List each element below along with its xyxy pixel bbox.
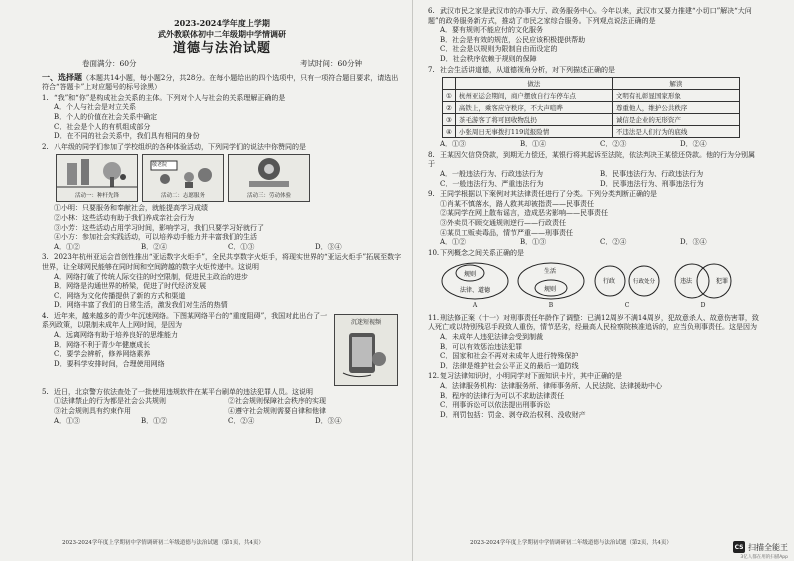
diagram-label: 行政处分 bbox=[633, 279, 656, 286]
table-row bbox=[443, 90, 740, 102]
option: D．社会秩序依赖于规则的保障 bbox=[440, 54, 537, 63]
option: ①法律禁止的行为都是社会公共规则 bbox=[54, 397, 166, 406]
question-number: 9. bbox=[428, 190, 435, 199]
question-6 bbox=[428, 7, 760, 65]
overlapping-circle-diagram bbox=[668, 261, 738, 301]
option: A．法律服务机构：法律服务所、律师事务所、人民法院、法律援助中心 bbox=[440, 382, 663, 391]
score-label: 卷面满分：60分 bbox=[82, 59, 137, 68]
table-cell: 诚信是企业的无形资产 bbox=[612, 114, 739, 126]
option: D．网络丰富了我们的日常生活，激发我们对生活的热情 bbox=[54, 301, 228, 310]
option: B．网络是沟通世界的桥梁，促进了时代经济发展 bbox=[54, 282, 207, 291]
diagram-b bbox=[516, 261, 586, 311]
question-stem: 刑法修正案（十一）对刑事责任年龄作了调整：已满12周岁不满14周岁，犯故意杀人、故意伤害罪，致人死亡或以特别残忍手段致人重伤，情节恶劣，经最高人民检察院核准追诉的，应当负刑事责任。这是因为 bbox=[428, 313, 759, 332]
question-number: 4. bbox=[42, 311, 49, 320]
choice: A．①③ bbox=[54, 416, 81, 425]
choice: D．③④ bbox=[315, 242, 342, 251]
activity-panel-2 bbox=[142, 154, 224, 202]
diagram-c bbox=[592, 261, 662, 311]
option: ②小林：这些活动有助于我们养成亲社会行为 bbox=[54, 213, 194, 222]
table-header: 解读 bbox=[612, 78, 739, 90]
concept-diagrams bbox=[440, 261, 760, 311]
option-row bbox=[428, 180, 760, 190]
option: B．社会是有效的规范，公民应该积极提供帮助 bbox=[440, 35, 586, 44]
choice: D．③④ bbox=[315, 416, 342, 425]
choice: D．②④ bbox=[680, 140, 707, 149]
option: C．一般违法行为、严重违法行为 bbox=[440, 179, 544, 188]
option: ①小明：只要服务和奉献社会，就能提高学习成绩 bbox=[54, 204, 208, 213]
question-stem: 2023年杭州亚运会首创性推出“亚运数字火炬手”，全民共享数字火炬手，将现实世界的“亚运火炬手”拓展至数字世界，让全球网民能够在同时间和空间跨越的数字火炬传递中。这说明 bbox=[42, 253, 402, 271]
option: A．网络打破了传统人际交往的时空限制，促进民主政治的进步 bbox=[54, 272, 249, 281]
separate-circle-diagram bbox=[592, 261, 662, 301]
question-stem: 王某因欠信贷贷款，到期无力偿还，某银行将其起诉至法院，依法判决王某偿还贷款。他的行为分别属于 bbox=[428, 150, 755, 169]
title-subtitle: 武外教联体初中二年级期中学情调研 bbox=[158, 29, 286, 39]
panel-tag: 敬老院 bbox=[152, 162, 168, 169]
section-title: 一、选择题 bbox=[42, 71, 82, 82]
option: C．刑事诉讼可以依法提出刑事诉讼 bbox=[440, 401, 551, 410]
question-10 bbox=[428, 249, 760, 311]
poster-title: 沉迷短视频 bbox=[350, 318, 381, 326]
exam-meta bbox=[42, 59, 402, 69]
option: A．个人与社会是对立关系 bbox=[54, 103, 137, 112]
panel-caption: 活动一：种杆先锋 bbox=[74, 193, 119, 200]
option: ①肖某不慎落水，路人救其却被指责——民事责任 bbox=[440, 199, 594, 208]
question-number: 1. bbox=[42, 93, 49, 102]
option: C．国家和社会不再对未成年人进行特殊保护 bbox=[440, 352, 579, 361]
question-number: 11. bbox=[428, 313, 440, 322]
diagram-label: 犯罪 bbox=[716, 278, 729, 286]
question-number: 10. bbox=[428, 248, 440, 257]
table-cell: 小张周日无事拨打119谎报险情 bbox=[455, 126, 612, 138]
scanner-watermark bbox=[733, 541, 788, 560]
labor-experience-illustration bbox=[229, 155, 309, 191]
question-1 bbox=[42, 94, 402, 142]
choice: C．①③ bbox=[228, 242, 255, 251]
diagram-d bbox=[668, 261, 738, 311]
choice: B．①② bbox=[141, 416, 168, 425]
option: ②某同学在网上散布谣言，造成恶劣影响——民事责任 bbox=[440, 209, 608, 218]
question-3 bbox=[42, 253, 402, 311]
table-header-row bbox=[443, 78, 740, 90]
option-row bbox=[428, 170, 760, 180]
question-number: 12. bbox=[428, 372, 440, 381]
question-stem: “我”和“你”是构成社会关系的主体。下列对个人与社会的关系理解正确的是 bbox=[54, 93, 286, 102]
question-9 bbox=[428, 190, 760, 248]
activity-panel-3 bbox=[228, 154, 310, 202]
choice: A．①② bbox=[440, 238, 467, 247]
choice: B．①③ bbox=[520, 238, 547, 247]
option: A．远离网络有助于培养良好的思维能力 bbox=[54, 331, 179, 340]
choice: C．②④ bbox=[228, 416, 255, 425]
table-cell: ① bbox=[443, 90, 456, 102]
table-cell: ② bbox=[443, 102, 456, 114]
activity-panel-1 bbox=[56, 154, 138, 202]
diagram-letter: C bbox=[624, 302, 630, 310]
question-stem: 近年来，越来越多的青少年沉迷网络。下图某网络平台的“重度阻碍”，我国对此出台了一系列政策，以限制未成年人上网时间，是因为 bbox=[42, 311, 328, 330]
diagram-label: 规则 bbox=[464, 271, 477, 279]
table-row bbox=[443, 126, 740, 138]
left-footer: 2023-2024学年度上学期初中学情调研初二年级道德与法治试题（第1页，共4页） bbox=[62, 540, 264, 546]
choice: D．③④ bbox=[680, 238, 707, 247]
question-stem: 八年级的同学们参加了学校组织的各种体验活动，下列同学们的说法中你赞同的是 bbox=[54, 142, 306, 151]
question-number: 2. bbox=[42, 142, 49, 151]
choices bbox=[42, 417, 402, 427]
option: D．刑罚包括：罚金、剥夺政治权利、没收财产 bbox=[440, 410, 586, 419]
diagram-label: 生活 bbox=[544, 268, 557, 276]
question-11 bbox=[428, 314, 760, 372]
option: D．民事违法行为、刑事违法行为 bbox=[600, 179, 704, 188]
diagram-letter: A bbox=[472, 302, 478, 310]
question-7 bbox=[428, 66, 760, 150]
diagram-letter: D bbox=[700, 302, 706, 310]
option: B．可以有效惩治违法犯罪 bbox=[440, 342, 523, 351]
question-2 bbox=[42, 143, 402, 253]
choice: C．②④ bbox=[600, 238, 627, 247]
choices bbox=[42, 243, 402, 253]
question-number: 8. bbox=[428, 150, 435, 159]
section-desc: （本题共14小题，每小题2分，共28分。在每小题给出的四个选项中，只有一项符合题目要求，请选出符合“答题卡”上对应题号的标号涂黑） bbox=[42, 73, 399, 92]
question-12 bbox=[428, 372, 760, 420]
question-stem: 社会生活讲道德，从道德视角分析，对下列描述正确的是 bbox=[440, 65, 615, 74]
option-row bbox=[42, 407, 402, 417]
option: A．要有规则不能应付的文化服务 bbox=[440, 26, 544, 35]
nested-ellipse-diagram bbox=[440, 261, 510, 301]
panel-caption: 活动二：志愿服务 bbox=[160, 193, 205, 200]
diagram-label: 规则 bbox=[544, 286, 557, 294]
choices bbox=[428, 140, 760, 150]
watermark-text: 扫描全能王 bbox=[748, 542, 788, 552]
behavior-table bbox=[442, 77, 740, 138]
option: A．未成年人违犯法律会受到制裁 bbox=[440, 333, 544, 342]
question-number: 3. bbox=[42, 253, 49, 262]
table-cell: ④ bbox=[443, 126, 456, 138]
choice: B．①④ bbox=[520, 140, 547, 149]
table-header: 做法 bbox=[455, 78, 612, 90]
option: D．在不同的社会关系中，我们具有相同的身份 bbox=[54, 132, 200, 141]
question-stem: 王同学根据以下案例对其法律责任进行了分类。下列分类判断正确的是 bbox=[440, 190, 657, 199]
option: B．网络不利于青少年健康成长 bbox=[54, 340, 151, 349]
question-number: 7. bbox=[428, 65, 435, 74]
option: ④某员工贩卖毒品，情节严重——刑事责任 bbox=[440, 228, 573, 237]
option: D．要科学安排时间，合理使用网络 bbox=[54, 359, 165, 368]
question-5 bbox=[42, 388, 402, 426]
short-video-poster bbox=[334, 314, 398, 386]
choice: C．②③ bbox=[600, 140, 627, 149]
question-4 bbox=[42, 312, 402, 370]
option: B．民事违法行为、行政违法行为 bbox=[600, 169, 704, 178]
option: D．法律是维护社会公平正义的最后一道防线 bbox=[440, 361, 579, 370]
time-label: 考试时间：60分钟 bbox=[299, 59, 362, 68]
option: ④遵守社会规则需要自律和他律 bbox=[228, 407, 326, 416]
page-divider bbox=[412, 0, 413, 561]
question-stem: 武汉市民之家是武汉市的办事大厅、政务服务中心。今年以来，武汉市又要力推建“小切口”解决“大问题”的政务服务新方式，推动了市民之家综合服务。下列观点说法正确的是 bbox=[428, 7, 752, 25]
title-year: 2023-2024学年度上学期 bbox=[174, 18, 270, 28]
table-cell: 茶毛游客了将可回收物乱扔 bbox=[455, 114, 612, 126]
table-cell: 高铁上，乘客应守秩序，不大声喧哗 bbox=[455, 102, 612, 114]
option: ③小芳：这些活动占用学习时间，影响学习，我们只要学习好就行了 bbox=[54, 223, 264, 232]
question-stem: 近日，北京警方依法查处了一批使用违规软件在某平台刷单的违法犯罪人员。这说明 bbox=[54, 387, 313, 396]
diagram-label: 法律、道德 bbox=[460, 287, 491, 295]
choices bbox=[428, 238, 760, 248]
panel-caption: 活动三：劳动体验 bbox=[246, 193, 291, 200]
table-cell: 尊重他人，维护公共秩序 bbox=[612, 102, 739, 114]
section-header bbox=[42, 73, 402, 93]
activity-illustrations bbox=[56, 154, 402, 202]
diagram-letter: B bbox=[548, 302, 554, 310]
right-footer: 2023-2024学年度上学期初中学情调研初二年级道德与法治试题（第2页，共4页） bbox=[470, 540, 672, 546]
option: ③社会规则具有约束作用 bbox=[54, 407, 131, 416]
watermark-subtext: 3亿人都在用的扫描App bbox=[740, 555, 788, 560]
camscanner-logo-icon: CS bbox=[733, 541, 745, 553]
right-page bbox=[428, 6, 760, 421]
table-row bbox=[443, 102, 740, 114]
table-cell: ③ bbox=[443, 114, 456, 126]
option: C．要学会辨析，修养网络素养 bbox=[54, 350, 151, 359]
left-page bbox=[42, 6, 402, 427]
choice: B．②④ bbox=[141, 242, 168, 251]
question-8 bbox=[428, 151, 760, 189]
diagram-a bbox=[440, 261, 510, 311]
question-number: 6. bbox=[428, 7, 435, 15]
table-cell: 杭州亚运会期间，商户摆放自行车停车点 bbox=[455, 90, 612, 102]
diagram-label: 行政 bbox=[603, 278, 616, 286]
tree-planting-illustration bbox=[57, 155, 137, 191]
choice: A．①③ bbox=[440, 140, 467, 149]
table-cell: 不违法是人们行为的底线 bbox=[612, 126, 739, 138]
option: ④小方：参加社会实践活动，可以培养动手能力并丰富我们的生活 bbox=[54, 233, 257, 242]
option: ③外卖员不顾交通规则逆行——行政责任 bbox=[440, 218, 566, 227]
option: C．社会是个人的有机组成部分 bbox=[54, 122, 151, 131]
option: A．一般违法行为、行政违法行为 bbox=[440, 169, 544, 178]
option: C．社会是以规则为限制自由而设定的 bbox=[440, 45, 558, 54]
page-title: 道德与法治试题 bbox=[172, 41, 271, 56]
table-row bbox=[443, 114, 740, 126]
option: B．程序的法律行为可以不求助法律责任 bbox=[440, 391, 565, 400]
question-number: 5. bbox=[42, 387, 49, 396]
choice: A．①② bbox=[54, 242, 81, 251]
option: ②社会规则保障社会秩序的实现 bbox=[228, 397, 326, 406]
question-stem: 下列概念之间关系正确的是 bbox=[440, 248, 524, 257]
option: C．网络为文化传播提供了新的方式和渠道 bbox=[54, 291, 186, 300]
option: B．个人的价值在社会关系中确定 bbox=[54, 112, 158, 121]
option-row bbox=[42, 397, 402, 407]
table-cell: 文明有礼彰显国家形象 bbox=[612, 90, 739, 102]
nested-ellipse-diagram bbox=[516, 261, 586, 301]
question-stem: 复习法律知识时，小明同学对下面知识卡片，其中正确的是 bbox=[440, 372, 622, 381]
diagram-label: 违法 bbox=[680, 278, 693, 286]
